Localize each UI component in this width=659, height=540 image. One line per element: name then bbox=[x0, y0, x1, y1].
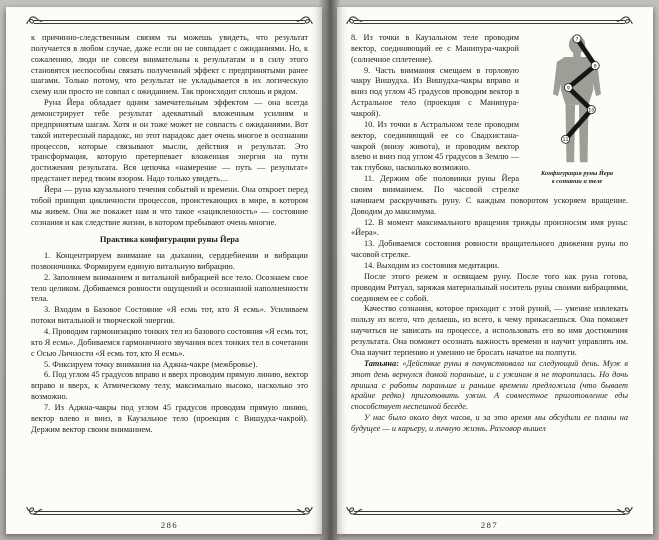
practice-step: 10. Из точки в Астральном теле проводим вектор, соединяющий ее со Свадхистана-чакрой (внизу живота), и проводим вектор влево и вниз под углом 45 градусов в Землю — так глубоко, насколько возможно. bbox=[351, 119, 519, 173]
practice-step: 6. Под углом 45 градусов вправо и вверх проводим прямую линию, вектор вправо и вверх, к Атмическому телу, максимально высоко, насколько это возможно. bbox=[31, 370, 308, 402]
practice-step: 3. Входим в Базовое Состояние «Я есмь тот, кто Я есмь». Усиливаем потоки витальной и творческой энергии. bbox=[31, 305, 308, 326]
practice-step: 1. Концентрируем внимание на дыхании, сердцебиении и вибрации позвоночника. Формируем единую витальную вибрацию. bbox=[31, 250, 308, 271]
double-rule bbox=[34, 20, 305, 24]
figure-caption: Конфигурация руны Йера в сознании и теле bbox=[540, 170, 614, 186]
page-right bbox=[337, 7, 653, 534]
paragraph: Руна Йера обладает одним замечательным эффектом — она всегда демонстрирует тебе результат адекватный вложенным усилиям и предпринятым шагам. Хотя и он тоже может не совпасть с ожиданиями. Вот такой интересный парадокс, но этот парадокс дает очень многое в осознании процессов, которые связывают мысли, действия и результат. Это трансформация, которую претерпевает вложенная энергия на пути достижения результата. Вся цепочка «намерение — путь — результат» предстанет перед твоим взором. Надо только увидеть… bbox=[31, 98, 308, 184]
left-page-text bbox=[31, 33, 308, 507]
paragraph: Йера — руна каузального течения событий и времени. Она откроет перед тобой принцип цикличности процессов, проистекающих в мире, в котором мы живем. Она же покажет нам и что такое «зацикленность» — состояние сознания и как следствие жизни, в котором пребывают очень многие. bbox=[31, 185, 308, 227]
corner-flourish-icon bbox=[296, 15, 314, 26]
practice-step: 7. Из Аджна-чакры под углом 45 градусов проводим прямую линию, вектор влево и вниз, в Каузальное тело (проекция с Вишудха-чакрой). Держим вектор своим вниманием. bbox=[31, 403, 308, 434]
testimonial-author: Татьяна: bbox=[364, 358, 399, 368]
practice-step: 11. Держим обе половинки руны Йера своим вниманием. По часовой стрелке начинаем раскручивать руну. С каждым поворотом ускоряем вращение. Доводим до максимума. bbox=[351, 174, 628, 216]
testimonial-text: «Действие руны я почувствовала на следующий день. Муж в этот день вернулся домой пораньше, и с ужином я не торопилась. Но дочь пришла с работы пораньше и раньше времени предложила (что бывает крайне редко) приготовить ужин. А совместное приготовление еды способствует неспешной беседе. bbox=[351, 358, 628, 412]
page-header-rule bbox=[351, 15, 628, 28]
right-page-text bbox=[351, 33, 628, 507]
rune-body-illustration bbox=[529, 34, 625, 168]
corner-flourish-icon bbox=[616, 505, 634, 516]
double-rule bbox=[354, 511, 625, 515]
page-number: 286 bbox=[160, 520, 179, 530]
page-left bbox=[6, 7, 322, 534]
corner-flourish-icon bbox=[616, 15, 634, 26]
paragraph: Качество сознания, которое приходит с этой руной, — умение извлекать пользу из всего, что делаешь, из всего, к чему прикасаешься. Она поможет научиться не зависать на процессе, а использовать его во имя достижения результата. Она поможет осознать важность времени и научит управлять им. Она научит терпению и умению не бросать начатое на полпути. bbox=[351, 304, 628, 357]
svg-text:7: 7 bbox=[575, 37, 579, 43]
practice-step: 12. В момент максимального вращения трижды произносим имя руны: «Йера». bbox=[351, 217, 628, 238]
svg-text:9: 9 bbox=[566, 86, 570, 92]
testimonial-paragraph: У нас было около двух часов, и за это время мы обсудили ее планы на будущее — и карьеру, и личную жизнь. Разговор вышел bbox=[351, 413, 628, 433]
svg-text:8: 8 bbox=[593, 64, 597, 70]
section-heading: Практика конфигурации руны Йера bbox=[99, 235, 240, 245]
page-number: 287 bbox=[480, 520, 499, 530]
practice-step: 8. Из точки в Каузальном теле проводим вектор, соединяющий ее с Манипура-чакрой (солнечное сплетение). bbox=[351, 33, 519, 64]
paragraph: После этого режем и освящаем руну. После того как руна готова, проводим Ритуал, заряжая материальный носитель руны своими вибрациями, соединяем ее с собой. bbox=[351, 271, 628, 303]
svg-text:11: 11 bbox=[562, 138, 569, 144]
practice-step: 13. Добиваемся состояния ровности вращательного движения руны по часовой стрелке. bbox=[351, 239, 628, 260]
testimonial-paragraph bbox=[351, 359, 628, 413]
double-rule bbox=[354, 20, 625, 24]
svg-text:10: 10 bbox=[588, 108, 595, 114]
practice-step: 5. Фиксируем точку внимания на Аджна-чакре (межбровье). bbox=[44, 359, 258, 369]
page-header-rule bbox=[31, 15, 308, 28]
double-rule bbox=[34, 511, 305, 515]
practice-step: 2. Заполняем вниманием и витальной вибрацией все тело. Осознаем свое тело целиком. Добиваемся ровности ощущений и осознанной наполненности тела. bbox=[31, 272, 308, 304]
corner-flourish-icon bbox=[296, 505, 314, 516]
practice-step: 14. Выходим из состояния медитации. bbox=[364, 261, 500, 271]
practice-step: 9. Часть внимания смещаем в горловую чакру Вишудха. Из Вишудха-чакры вправо и вниз под углом 45 градусов проводим вектор в Астральное тело (проекция с Манипура-чакрой). bbox=[351, 65, 519, 119]
paragraph: к причинно-следственным связям ты можешь увидеть, что результат получается в любом случае, даже если он не совпадает с ожиданиями. Но, к сожалению, люди не совсем внимательны к результатам и в силу этого становятся неспособны связать полученный эффект с предпринятыми ранее шагами. Только потому, что результат не укладывается в их логическую схему или просто не совпал с ожиданием. Так происходит сплошь и рядом. bbox=[31, 33, 308, 97]
rune-figure bbox=[526, 34, 628, 187]
page-footer-rule bbox=[351, 509, 628, 530]
practice-step: 4. Проводим гармонизацию тонких тел из базового состояния «Я есмь тот, кто Я есмь». Добиваемся гармоничного звучания всех тонких тел в сочетании с Осью Личности «Я есмь тот, кто Я есмь». bbox=[31, 326, 308, 358]
page-footer-rule bbox=[31, 509, 308, 530]
